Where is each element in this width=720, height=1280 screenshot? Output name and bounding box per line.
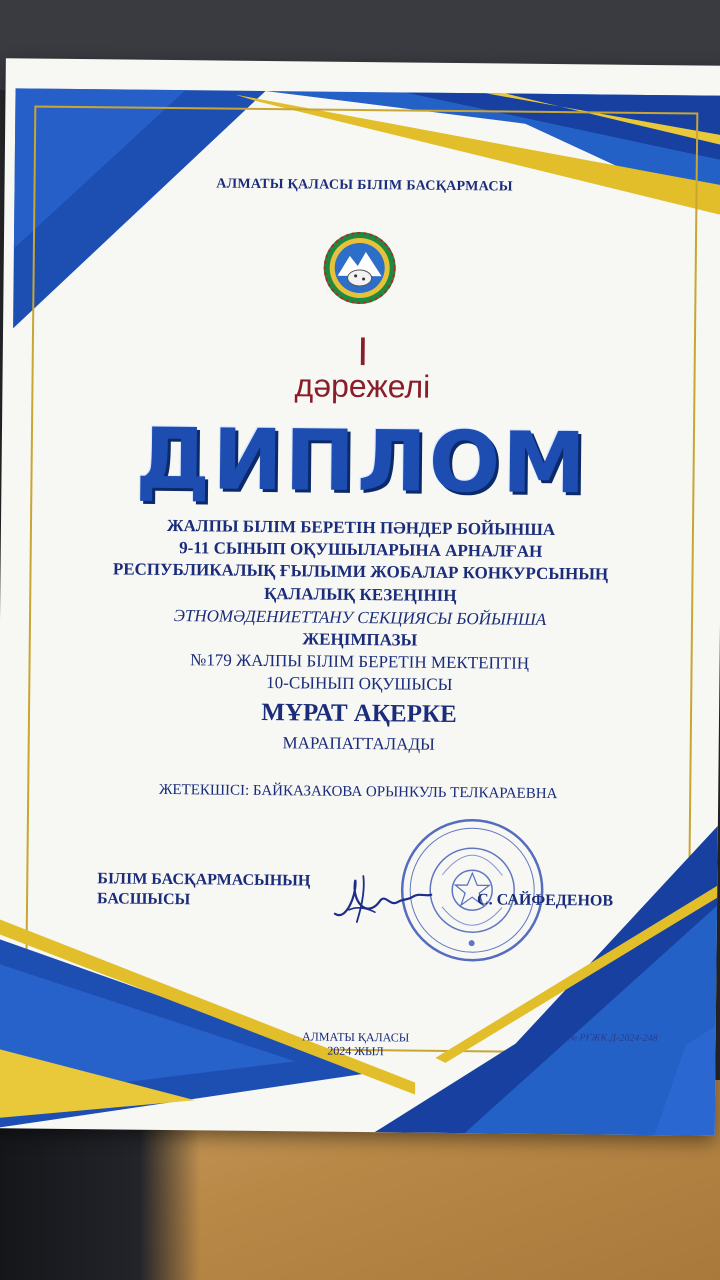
body-line-1: ЖАЛПЫ БІЛІМ БЕРЕТІН ПӘНДЕР БОЙЫНША <box>166 515 556 540</box>
body-line-grade: 10-СЫНЫП ОҚУШЫСЫ <box>266 673 453 694</box>
degree-numeral: I <box>357 329 369 375</box>
body-line-school: №179 ЖАЛПЫ БІЛІМ БЕРЕТІН МЕКТЕПТІҢ <box>189 650 530 673</box>
registration-number: № РҒЖК Д-2024-248 <box>567 1032 658 1045</box>
body-line-winner: ЖЕҢІМПАЗЫ <box>302 629 418 650</box>
head-title-line-2: БАСШЫСЫ <box>96 890 191 909</box>
supervisor-line: ЖЕТЕКШІСІ: БАЙКАЗАКОВА ОРЫНКУЛЬ ТЕЛКАРАЕВНА <box>158 781 558 803</box>
body-line-2: 9-11 СЫНЫП ОҚУШЫЛАРЫНА АРНАЛҒАН <box>179 538 543 561</box>
head-name: С. САЙФЕДЕНОВ <box>477 891 614 910</box>
body-line-4: ҚАЛАЛЫҚ КЕЗЕҢІНІҢ <box>263 583 457 606</box>
almaty-emblem-icon <box>321 230 398 307</box>
organization-header: АЛМАТЫ ҚАЛАСЫ БІЛІМ БАСҚАРМАСЫ <box>216 176 513 195</box>
body-line-3: РЕСПУБЛИКАЛЫҚ ҒЫЛЫМИ ЖОБАЛАР КОНКУРСЫНЫҢ <box>112 559 609 584</box>
head-title <box>97 869 311 911</box>
head-title-line-1: БІЛІМ БАСҚАРМАСЫНЫҢ <box>97 870 311 890</box>
desk-shadow <box>0 1120 200 1280</box>
diploma-sheet <box>0 58 720 1135</box>
diploma-title: ДИПЛОМ <box>135 409 589 513</box>
body-line-section: ЭТНОМӘДЕНИЕТТАНУ СЕКЦИЯСЫ БОЙЫНША <box>173 606 547 629</box>
degree-label: дәрежелі <box>294 367 431 405</box>
city-label: АЛМАТЫ ҚАЛАСЫ <box>301 1029 410 1045</box>
awarded-text: МАРАПАТТАЛАДЫ <box>282 733 436 754</box>
recipient-name: МҰРАТ АҚЕРКЕ <box>261 698 457 729</box>
year-label: 2024 ЖЫЛ <box>327 1043 384 1059</box>
signature-icon <box>327 862 438 933</box>
